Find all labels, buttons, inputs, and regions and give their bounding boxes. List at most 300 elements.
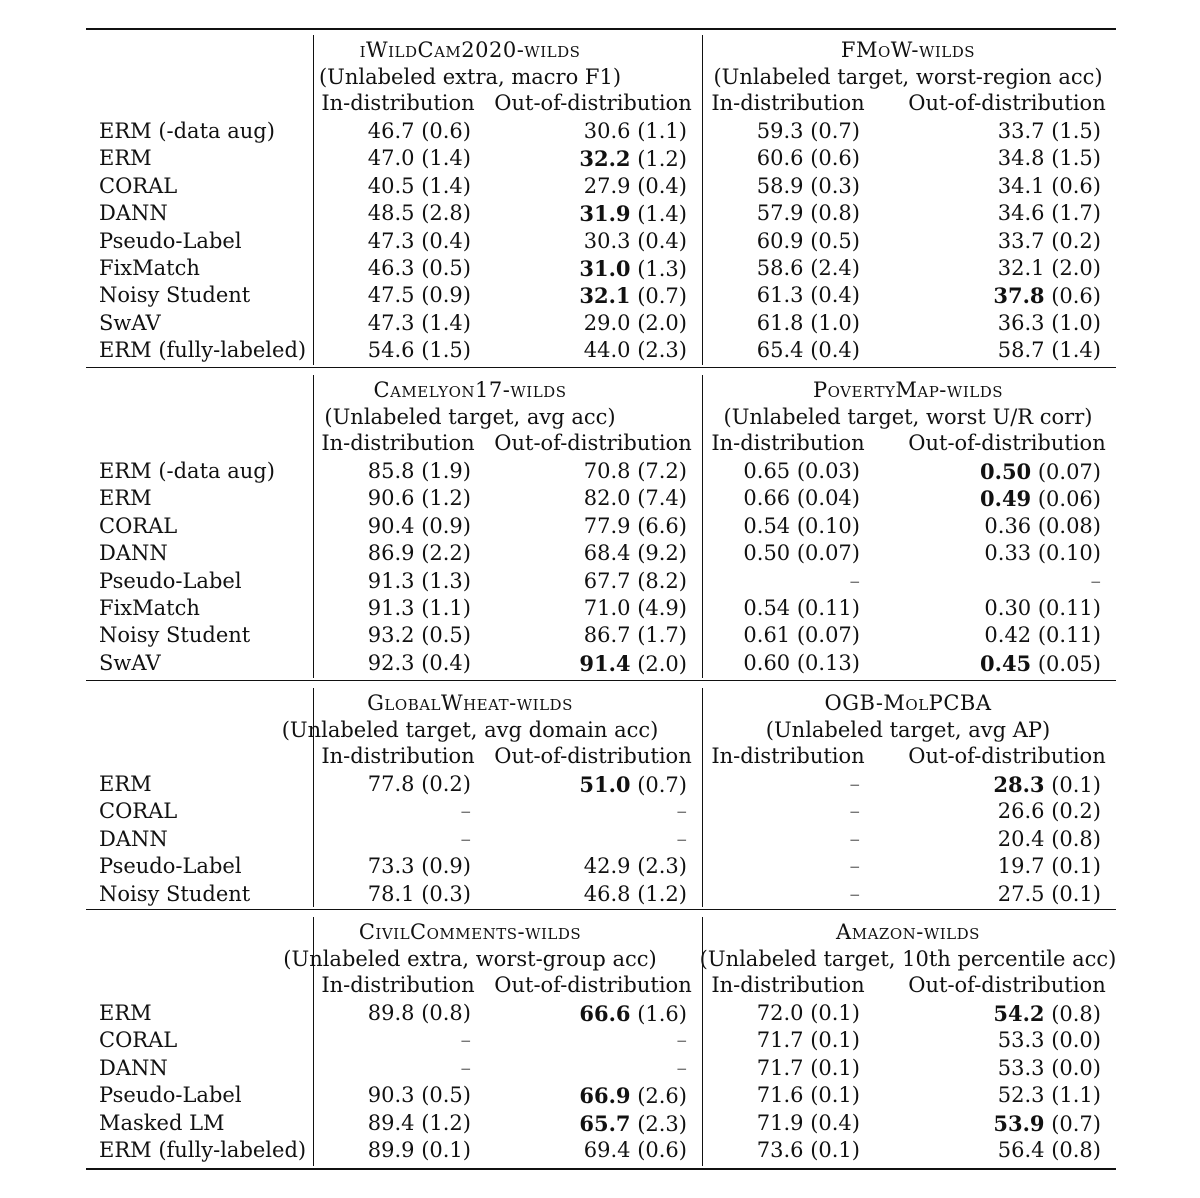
cell-std: (0.2) [414, 772, 471, 796]
cell-std: (2.0) [1044, 256, 1101, 280]
method-name: DANN [99, 1055, 168, 1080]
cell-mean: 58.6 [756, 256, 804, 280]
cell-mean: 66.6 [579, 1001, 631, 1026]
table-cell [584, 595, 687, 622]
cell-mean: 0.66 [743, 486, 791, 511]
cell-mean: – [849, 568, 860, 593]
method-name: ERM [99, 486, 152, 511]
table-cell [850, 826, 861, 853]
table-cell [980, 485, 1101, 513]
cell-std: (8.2) [630, 568, 687, 593]
table-cell [579, 200, 687, 228]
column-divider [702, 688, 703, 907]
table-cell [757, 145, 860, 172]
cell-std: (0.10) [1031, 541, 1101, 566]
cell-mean: – [849, 826, 860, 851]
cell-std: (0.04) [790, 486, 860, 511]
method-name: ERM (-data aug) [99, 119, 275, 143]
cell-std: (0.4) [414, 650, 471, 675]
cell-mean: – [676, 799, 687, 824]
method-name: FixMatch [99, 256, 200, 280]
cell-std: (1.7) [630, 623, 687, 648]
method-name: Pseudo-Label [99, 1083, 242, 1108]
table-cell [998, 826, 1101, 853]
table-cell [368, 881, 471, 908]
table-cell [584, 458, 687, 485]
table-cell [757, 1082, 860, 1109]
table-cell [998, 1137, 1101, 1164]
cell-mean: 30.3 [583, 228, 631, 253]
method-name: ERM [99, 1001, 152, 1025]
cell-mean: 86.7 [583, 623, 631, 648]
cell-std: (2.0) [630, 310, 687, 335]
cell-std: (0.6) [630, 1138, 687, 1162]
method-name: Noisy Student [99, 623, 251, 648]
cell-std: (0.6) [803, 146, 860, 171]
cell-std: (1.0) [803, 310, 860, 335]
table-cell [584, 118, 687, 145]
cell-mean: 52.3 [997, 1083, 1045, 1108]
table-cell [461, 798, 472, 825]
cell-mean: – [460, 1055, 471, 1080]
cell-mean: – [1090, 568, 1101, 593]
cell-mean: 0.61 [743, 623, 791, 648]
cell-std: (1.3) [630, 257, 687, 281]
column-divider [702, 35, 703, 365]
method-name: CORAL [99, 173, 178, 198]
cell-mean: 71.7 [756, 1028, 804, 1053]
table-cell [850, 881, 861, 908]
table-cell [998, 173, 1101, 200]
table-cell [368, 568, 471, 595]
column-header: Out-of-distribution [908, 91, 1106, 115]
table-cell [743, 622, 860, 649]
method-name: Pseudo-Label [99, 854, 242, 879]
bottom-rule [86, 1168, 1116, 1170]
cell-std: (2.0) [630, 651, 687, 676]
method-name: ERM [99, 146, 152, 171]
cell-std: (1.5) [1044, 146, 1101, 171]
table-cell [998, 1082, 1101, 1109]
table-cell [757, 228, 860, 255]
table-cell [850, 568, 861, 595]
table-cell [368, 458, 471, 485]
cell-std: (0.07) [790, 623, 860, 648]
cell-mean: 53.3 [997, 1055, 1045, 1080]
method-name: ERM (fully-labeled) [99, 338, 307, 363]
cell-mean: – [849, 799, 860, 824]
cell-mean: 34.8 [997, 146, 1045, 171]
table-cell [743, 458, 860, 485]
method-name: ERM [99, 772, 152, 796]
table-cell [850, 853, 861, 880]
dataset-title: PovertyMap-wilds [812, 378, 1004, 402]
cell-mean: 71.7 [756, 1055, 804, 1080]
cell-std: (0.07) [1031, 460, 1101, 484]
cell-mean: 60.9 [756, 228, 804, 253]
cell-std: (1.2) [414, 486, 471, 511]
cell-mean: 0.30 [984, 596, 1032, 620]
cell-std: (0.6) [1044, 284, 1101, 309]
cell-mean: 34.6 [997, 201, 1045, 226]
cell-std: (0.2) [1044, 228, 1101, 253]
cell-std: (0.6) [414, 119, 471, 143]
method-name: DANN [99, 201, 168, 226]
cell-mean: 71.9 [756, 1110, 804, 1135]
table-cell [980, 458, 1101, 486]
method-name: Pseudo-Label [99, 228, 242, 253]
table-cell [757, 337, 860, 364]
cell-mean: 91.3 [367, 568, 415, 593]
cell-std: (2.3) [630, 338, 687, 363]
cell-mean: 0.65 [743, 459, 791, 483]
dataset-title: iWildCam2020-wilds [359, 38, 581, 62]
cell-mean: 0.54 [743, 596, 791, 620]
table-cell [984, 595, 1101, 622]
cell-std: (1.4) [1044, 338, 1101, 363]
cell-std: (0.1) [1044, 881, 1101, 906]
cell-mean: 36.3 [997, 310, 1045, 335]
dataset-subtitle: (Unlabeled target, avg AP) [765, 718, 1051, 742]
cell-mean: 54.2 [993, 1001, 1045, 1026]
column-header: Out-of-distribution [494, 973, 692, 997]
cell-std: (1.4) [414, 310, 471, 335]
cell-std: (1.1) [414, 596, 471, 620]
cell-std: (7.4) [630, 486, 687, 511]
table-cell [368, 595, 471, 622]
table-cell [461, 826, 472, 853]
method-name: Noisy Student [99, 283, 251, 308]
cell-std: (1.4) [414, 146, 471, 171]
cell-mean: 0.50 [743, 541, 791, 566]
cell-mean: 71.0 [583, 596, 631, 620]
cell-std: (0.13) [790, 650, 860, 675]
cell-std: (0.4) [630, 228, 687, 253]
cell-mean: 69.4 [583, 1138, 631, 1162]
column-divider [313, 35, 314, 365]
table-cell [368, 650, 471, 677]
cell-mean: 31.0 [579, 256, 631, 281]
cell-std: (1.7) [1044, 201, 1101, 226]
table-cell [584, 173, 687, 200]
table-cell [757, 1000, 860, 1027]
cell-std: (1.2) [630, 881, 687, 906]
cell-mean: 57.9 [756, 201, 804, 226]
table-cell [677, 826, 688, 853]
cell-mean: 77.8 [367, 772, 415, 796]
dataset-title: Camelyon17-wilds [373, 378, 567, 402]
table-cell [757, 282, 860, 309]
cell-mean: – [460, 799, 471, 824]
column-header: Out-of-distribution [908, 431, 1106, 455]
cell-std: (0.1) [414, 1138, 471, 1162]
cell-std: (0.1) [803, 1083, 860, 1108]
cell-mean: 77.9 [583, 513, 631, 538]
table-cell [368, 853, 471, 880]
cell-std: (1.9) [414, 459, 471, 483]
cell-mean: – [460, 826, 471, 851]
cell-std: (0.05) [1031, 651, 1101, 676]
cell-mean: 90.6 [367, 486, 415, 511]
cell-mean: 47.0 [367, 146, 415, 171]
dataset-subtitle: (Unlabeled target, worst U/R corr) [723, 405, 1093, 429]
cell-mean: 58.7 [997, 338, 1045, 363]
cell-std: (2.4) [803, 256, 860, 280]
table-cell [998, 881, 1101, 908]
dataset-title: CivilComments-wilds [358, 920, 582, 944]
table-cell [998, 337, 1101, 364]
column-header: In-distribution [321, 91, 475, 115]
cell-mean: 0.45 [980, 650, 1032, 676]
cell-std: (0.5) [414, 1083, 471, 1108]
cell-mean: 29.0 [583, 310, 631, 335]
column-divider [313, 375, 314, 678]
table-cell [368, 118, 471, 145]
table-cell [584, 310, 687, 337]
table-cell [368, 540, 471, 567]
cell-mean: 27.9 [583, 173, 631, 198]
method-name: CORAL [99, 1028, 178, 1053]
cell-std: (2.6) [630, 1084, 687, 1109]
column-header: In-distribution [321, 744, 475, 768]
table-cell [998, 228, 1101, 255]
cell-mean: 56.4 [997, 1138, 1045, 1162]
method-name: SwAV [99, 310, 161, 335]
cell-mean: 59.3 [756, 119, 804, 143]
cell-std: (0.8) [1044, 826, 1101, 851]
table-cell [579, 282, 687, 310]
table-cell [984, 540, 1101, 567]
cell-mean: 42.9 [583, 854, 631, 879]
cell-mean: 82.0 [583, 486, 631, 511]
cell-std: (0.11) [1031, 596, 1101, 620]
table-cell [850, 798, 861, 825]
table-cell [368, 282, 471, 309]
cell-mean: – [849, 881, 860, 906]
method-name: SwAV [99, 650, 161, 675]
table-cell [743, 485, 860, 512]
table-cell [584, 1137, 687, 1164]
table-cell [757, 1137, 860, 1164]
cell-mean: 0.49 [980, 486, 1032, 512]
cell-mean: 73.6 [756, 1138, 804, 1162]
cell-mean: 0.36 [984, 513, 1032, 538]
cell-std: (0.5) [414, 623, 471, 648]
cell-mean: 65.7 [579, 1110, 631, 1136]
column-header: In-distribution [711, 744, 865, 768]
cell-std: (0.1) [803, 1138, 860, 1162]
table-cell [368, 310, 471, 337]
cell-mean: 70.8 [583, 459, 631, 483]
cell-mean: 32.1 [579, 283, 631, 309]
cell-mean: 19.7 [997, 854, 1045, 879]
cell-std: (0.11) [790, 596, 860, 620]
cell-std: (0.3) [803, 173, 860, 198]
cell-mean: 0.54 [743, 513, 791, 538]
cell-std: (0.9) [414, 283, 471, 308]
cell-mean: 46.7 [367, 119, 415, 143]
column-header: In-distribution [321, 973, 475, 997]
table-cell [368, 173, 471, 200]
cell-std: (4.9) [630, 596, 687, 620]
method-name: ERM (fully-labeled) [99, 1138, 307, 1162]
cell-std: (0.8) [414, 1001, 471, 1025]
cell-std: (0.1) [1044, 773, 1101, 797]
cell-std: (1.4) [414, 173, 471, 198]
cell-mean: 91.4 [579, 650, 631, 676]
cell-std: (0.07) [790, 541, 860, 566]
table-cell [757, 1110, 860, 1137]
cell-mean: 40.5 [367, 173, 415, 198]
cell-std: (2.2) [414, 541, 471, 566]
cell-std: (0.1) [803, 1028, 860, 1053]
dataset-subtitle: (Unlabeled extra, worst-group acc) [283, 947, 657, 971]
cell-mean: 32.2 [579, 146, 631, 172]
cell-mean: 78.1 [367, 881, 415, 906]
cell-mean: – [849, 854, 860, 879]
table-cell [757, 255, 860, 282]
cell-mean: 67.7 [583, 568, 631, 593]
table-cell [368, 513, 471, 540]
cell-std: (0.9) [414, 513, 471, 538]
cell-std: (1.6) [630, 1002, 687, 1026]
cell-std: (0.4) [803, 1110, 860, 1135]
cell-std: (0.7) [630, 284, 687, 309]
dataset-title: FMoW-wilds [840, 38, 976, 62]
table-cell [757, 173, 860, 200]
table-cell [993, 771, 1101, 799]
cell-mean: 30.6 [583, 119, 631, 143]
table-cell [584, 853, 687, 880]
table-cell [579, 771, 687, 799]
table-cell [998, 1055, 1101, 1082]
cell-std: (0.8) [1044, 1138, 1101, 1162]
panel-separator-rule [86, 909, 1116, 910]
table-cell [743, 595, 860, 622]
table-cell [368, 771, 471, 798]
cell-std: (7.2) [630, 459, 687, 483]
cell-mean: 61.3 [756, 283, 804, 308]
table-cell [677, 1055, 688, 1082]
table-cell [993, 1110, 1101, 1138]
cell-mean: 91.3 [367, 596, 415, 620]
cell-mean: 27.5 [997, 881, 1045, 906]
table-cell [850, 771, 861, 798]
cell-std: (9.2) [630, 541, 687, 566]
cell-std: (2.3) [630, 854, 687, 879]
table-cell [1091, 568, 1102, 595]
cell-std: (1.2) [414, 1110, 471, 1135]
table-cell [584, 228, 687, 255]
cell-mean: 47.3 [367, 228, 415, 253]
cell-std: (0.1) [803, 1001, 860, 1025]
cell-std: (0.3) [414, 881, 471, 906]
table-cell [368, 337, 471, 364]
cell-std: (0.6) [1044, 173, 1101, 198]
cell-std: (2.3) [630, 1111, 687, 1136]
cell-mean: – [676, 826, 687, 851]
cell-mean: – [676, 1055, 687, 1080]
dataset-subtitle: (Unlabeled target, 10th percentile acc) [699, 947, 1117, 971]
cell-std: (1.5) [1044, 119, 1101, 143]
table-cell [993, 1000, 1101, 1028]
table-cell [998, 1027, 1101, 1054]
method-name: DANN [99, 541, 168, 566]
table-cell [579, 145, 687, 173]
column-header: Out-of-distribution [908, 744, 1106, 768]
cell-std: (0.4) [630, 173, 687, 198]
table-cell [368, 1000, 471, 1027]
table-cell [980, 650, 1101, 678]
cell-mean: 53.3 [997, 1028, 1045, 1053]
cell-std: (1.2) [630, 147, 687, 172]
table-cell [579, 1000, 687, 1028]
dataset-subtitle: (Unlabeled extra, macro F1) [318, 65, 622, 89]
column-header: In-distribution [321, 431, 475, 455]
cell-std: (0.9) [414, 854, 471, 879]
cell-mean: 46.8 [583, 881, 631, 906]
table-cell [368, 228, 471, 255]
method-name: FixMatch [99, 596, 200, 620]
cell-mean: 31.9 [579, 201, 631, 227]
dataset-subtitle: (Unlabeled target, avg acc) [324, 405, 616, 429]
cell-mean: 20.4 [997, 826, 1045, 851]
table-cell [743, 650, 860, 677]
cell-mean: 61.8 [756, 310, 804, 335]
cell-std: (0.5) [803, 228, 860, 253]
table-cell [998, 310, 1101, 337]
table-cell [998, 118, 1101, 145]
cell-std: (0.7) [803, 119, 860, 143]
cell-mean: 0.50 [980, 459, 1032, 484]
table-cell [584, 337, 687, 364]
table-cell [984, 513, 1101, 540]
cell-mean: 44.0 [583, 338, 631, 363]
cell-mean: 73.3 [367, 854, 415, 879]
cell-mean: 0.33 [984, 541, 1032, 566]
cell-mean: 47.3 [367, 310, 415, 335]
table-cell [461, 1027, 472, 1054]
column-divider [702, 375, 703, 678]
cell-mean: 71.6 [756, 1083, 804, 1108]
cell-mean: 86.9 [367, 541, 415, 566]
table-cell [993, 282, 1101, 310]
table-cell [584, 513, 687, 540]
cell-mean: 60.6 [756, 146, 804, 171]
cell-mean: 93.2 [367, 623, 415, 648]
panel-separator-rule [86, 367, 1116, 368]
cell-mean: 53.9 [993, 1110, 1045, 1136]
cell-std: (0.7) [630, 773, 687, 797]
cell-mean: 58.9 [756, 173, 804, 198]
table-cell [757, 118, 860, 145]
cell-mean: 0.60 [743, 650, 791, 675]
cell-std: (1.0) [1044, 310, 1101, 335]
cell-mean: – [676, 1028, 687, 1053]
cell-mean: 46.3 [367, 256, 415, 280]
cell-std: (0.08) [1031, 513, 1101, 538]
cell-std: (0.4) [414, 228, 471, 253]
cell-mean: 89.9 [367, 1138, 415, 1162]
method-name: Masked LM [99, 1110, 225, 1135]
column-header: In-distribution [711, 973, 865, 997]
cell-std: (0.8) [1044, 1002, 1101, 1026]
table-cell [368, 145, 471, 172]
table-cell [368, 255, 471, 282]
cell-std: (0.4) [803, 338, 860, 363]
table-cell [584, 622, 687, 649]
table-cell [584, 485, 687, 512]
